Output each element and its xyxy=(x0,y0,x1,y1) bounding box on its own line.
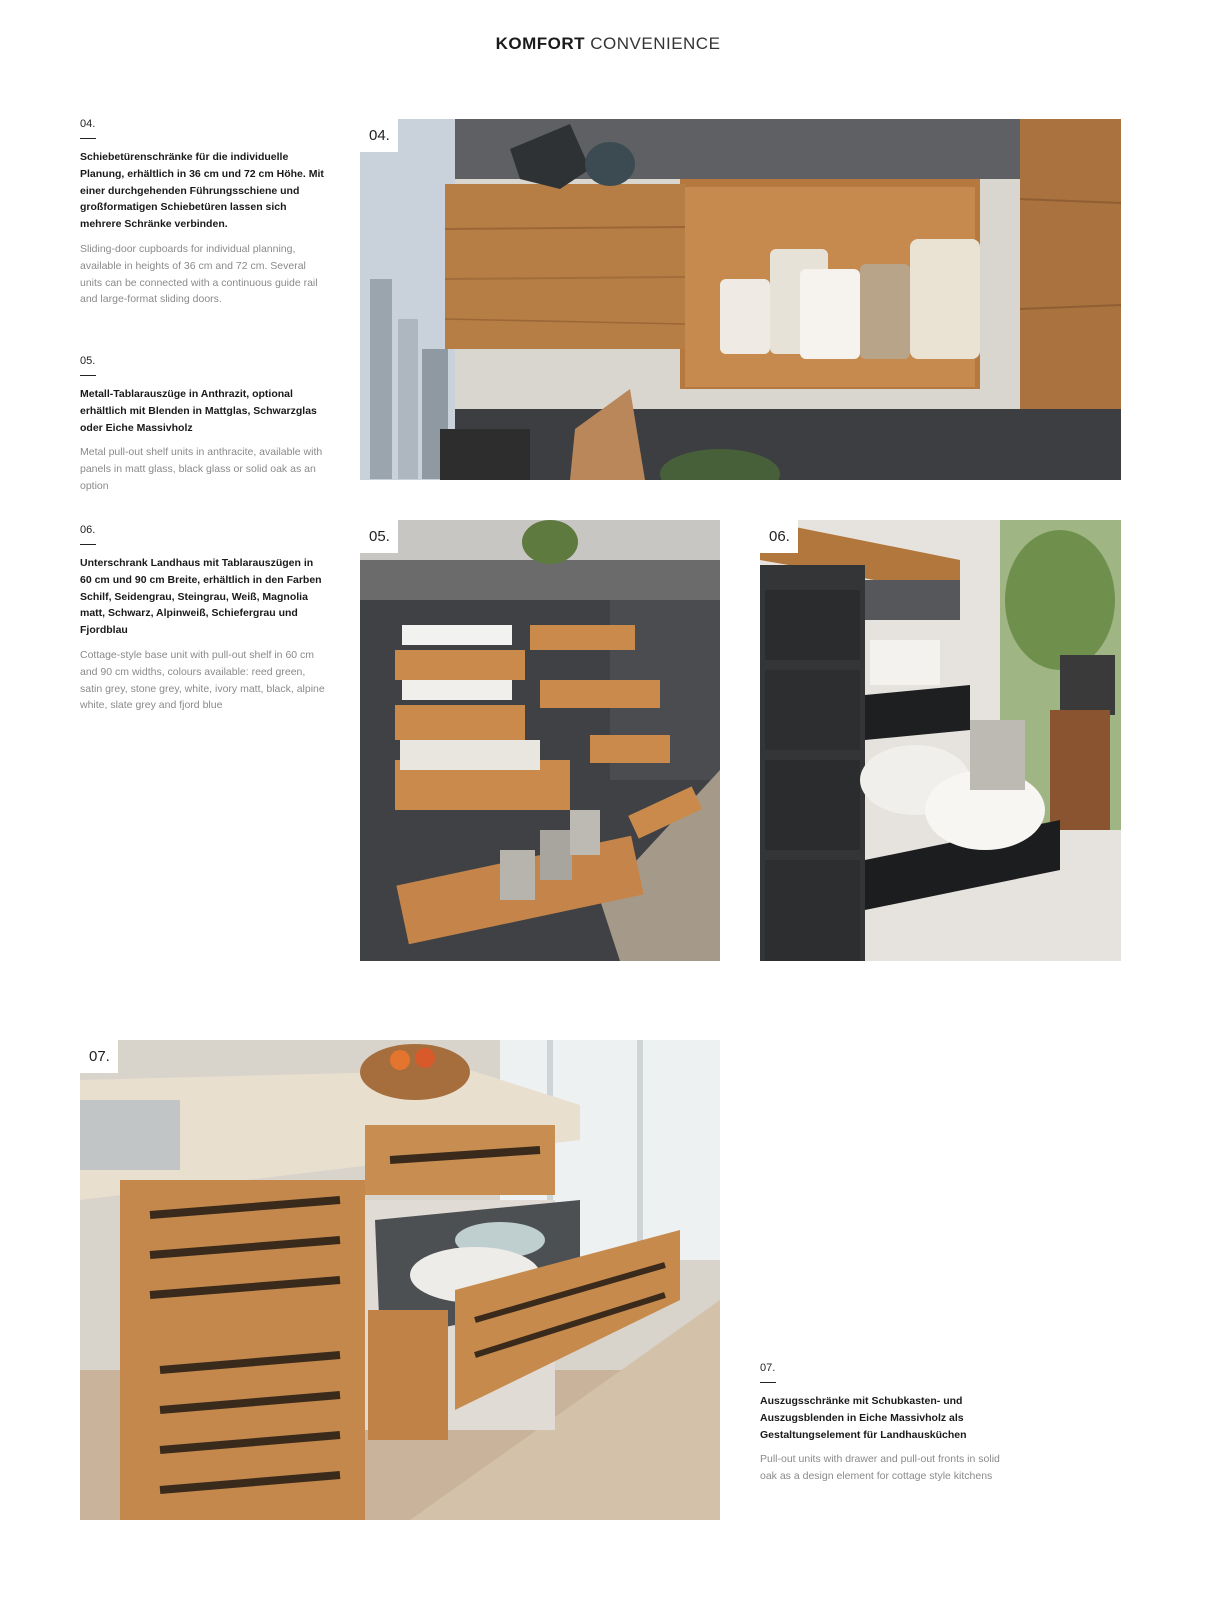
photo-label: 06. xyxy=(760,520,798,553)
photo-label: 05. xyxy=(360,520,398,553)
divider xyxy=(80,375,96,376)
photo-06-cottage-base-unit xyxy=(760,520,1121,961)
german-description: Schiebetürenschränke für die individuelle Planung, erhältlich in 36 cm und 72 cm Höhe. Mit einer durchgehenden Führungsschiene und großformatigen Schiebetüren lassen sich mehrere Schränke verbinden. xyxy=(80,151,324,231)
photo-07-oak-pull-out-units xyxy=(80,1040,720,1520)
english-description: Metal pull-out shelf units in anthracite, available with panels in matt glass, black glass or solid oak as an option xyxy=(80,446,323,492)
title-bold: KOMFORT xyxy=(495,34,585,53)
english-description: Pull-out units with drawer and pull-out fronts in solid oak as a design element for cottage style kitchens xyxy=(760,1453,1000,1483)
photo-05-pull-out-shelves xyxy=(360,520,720,961)
english-description: Sliding-door cupboards for individual planning, available in heights of 36 cm and 72 cm. Several units can be connected with a continuous guide rail and large-format sliding doors. xyxy=(80,242,318,306)
page-title xyxy=(0,34,1216,54)
divider xyxy=(80,138,96,139)
item-number: 05. xyxy=(80,355,96,367)
item-04-text xyxy=(80,118,325,308)
german-description: Auszugsschränke mit Schubkasten- und Auszugsblenden in Eiche Massivholz als Gestaltungselement für Landhausküchen xyxy=(760,1395,967,1441)
item-number: 06. xyxy=(80,524,96,536)
photo-label: 04. xyxy=(360,119,398,152)
title-light: CONVENIENCE xyxy=(590,34,721,53)
photo-label: 07. xyxy=(80,1040,118,1073)
divider xyxy=(80,544,96,545)
divider xyxy=(760,1382,776,1383)
german-description: Metall-Tablarauszüge in Anthrazit, optional erhältlich mit Blenden in Mattglas, Schwarzglas oder Eiche Massivholz xyxy=(80,388,317,434)
item-number: 07. xyxy=(760,1362,776,1374)
item-number: 04. xyxy=(80,118,96,130)
item-05-text xyxy=(80,355,325,495)
german-description: Unterschrank Landhaus mit Tablarauszügen in 60 cm und 90 cm Breite, erhältlich in den Farben Schilf, Seidengrau, Steingrau, Weiß, Magnolia matt, Schwarz, Alpinweiß, Schiefergrau und Fjordblau xyxy=(80,557,322,637)
photo-04-sliding-door-cupboard xyxy=(360,119,1121,480)
item-07-text xyxy=(760,1362,1005,1485)
item-06-text xyxy=(80,524,325,714)
english-description: Cottage-style base unit with pull-out shelf in 60 cm and 90 cm widths, colours available: reed green, satin grey, stone grey, white, ivory matt, black, alpine white, slate grey and fjord blue xyxy=(80,648,325,712)
